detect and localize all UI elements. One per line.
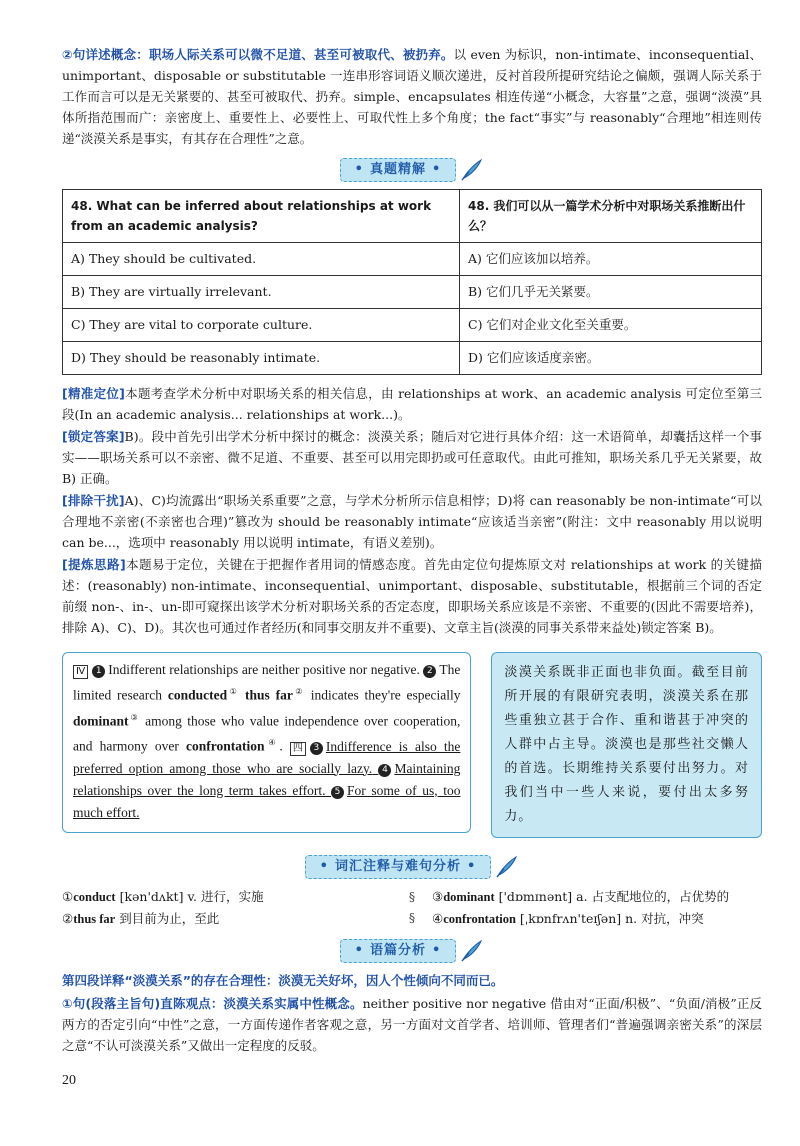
vocab-item [432,886,762,908]
sentence-number: 2 [423,665,436,678]
vocab-number: ① [62,889,74,904]
option-en: C) They are vital to corporate culture. [63,309,460,342]
tips-tag: [提炼思路] [62,557,126,572]
page-content [62,44,762,1056]
exam-banner [62,157,762,183]
vocab-phonetic: [ˌkɒnfrʌn'teɪʃən] [519,911,622,926]
analysis-tips [62,554,762,638]
vocab-term: confrontation [443,912,516,926]
vocab-definition: a. 占支配地位的，占优势的 [576,889,730,904]
sentence-2a: The limited research [73,662,461,703]
sentence-number: 1 [92,665,105,678]
answer-tag: [锁定答案] [62,429,125,444]
passage-english-box [62,652,471,833]
vocab-ref: ③ [128,712,140,722]
quill-pen-icon [458,938,484,964]
passage-banner-pill: • 语篇分析 • [340,939,457,963]
sentence-number: 3 [310,742,323,755]
option-row [63,276,762,309]
exclude-text: A)、C)均流露出“职场关系重要”之意，与学术分析所示信息相悖；D)将 can reasonably be non-intimate“可以合理地不亲密(不亲密也合理)”篡改为 should be reasonably intimate“应该适当亲密”(附注：文中 reasonably 用以说明 can be...，选项中 reasonably 用以说明 intimate，有语义差别)。 [62,493,762,550]
sentence-4: Maintaining relationships over the long term takes effort. [73,760,461,798]
spiral-divider: § § [408,889,416,925]
page-number: 20 [62,1073,76,1088]
analysis-answer [62,426,762,489]
question-en: 48. What can be inferred about relationships at work from an academic analysis? [63,190,460,243]
vocab-term: conduct [73,890,116,904]
vocab-ref: ④ [264,738,280,747]
vocab-banner-pill: • 词汇注释与难句分析 • [305,855,492,879]
intro-label: ②句详述概念：职场人际关系可以微不足道、甚至可被取代、被扔弃。 [62,47,454,62]
answer-text: B)。段中首先引出学术分析中探讨的概念：淡漠关系；随后对它进行具体介绍：这一术语简单，却囊括这样一个事实——职场关系可以不亲密、微不足道、不重要、甚至可以用完即扔或可任意取代。由此可推知，职场关系几乎无关紧要，故 B) 正确。 [62,429,762,486]
option-cn: B) 它们几乎无关紧要。 [460,276,762,309]
option-cn: C) 它们对企业文化至关重要。 [460,309,762,342]
vocab-list [62,886,762,930]
intro-paragraph [62,44,762,149]
vocab-term: dominant [443,890,495,904]
vocab-definition: v. 进行，实施 [187,889,264,904]
vocab-banner [62,854,762,880]
question-cn: 48. 我们可以从一篇学术分析中对职场关系推断出什么？ [460,190,762,243]
vocab-column-right [432,886,762,930]
analysis-exclude [62,490,762,553]
vocab-number: ③ [432,889,444,904]
passage-chinese-box: 淡漠关系既非正面也非负面。截至目前所开展的有限研究表明，淡漠关系在那些重独立甚于合作、重和谐甚于冲突的人群中占主导。淡漠也是那些社交懒人的首选。长期维持关系要付出努力。对我们当中一些人来说，要付出太多努力。 [491,652,762,838]
option-row [63,243,762,276]
vocab-banner-label: 词汇注释与难句分析 [334,859,461,874]
vocab-word: confrontation [186,738,265,754]
vocab-ref: ① [227,687,240,696]
passage-banner [62,938,762,964]
locate-tag: [精准定位] [62,386,125,401]
exclude-tag: [排除干扰] [62,493,125,508]
passage-banner-label: 语篇分析 [369,943,426,958]
vocab-phonetic: [kən'dʌkt] [119,889,184,904]
sentence-number: 5 [331,786,344,799]
option-cn: A) 它们应该加以培养。 [460,243,762,276]
passage-analysis-text: neither positive nor negative 借由对“正面/积极”、“负面/消极”正反两方的否定引向“中性”之意，一方面传递作者客观之意，另一方面对文首学者、培训师、管理者们“普遍强调亲密关系”的深层之意“不认可淡漠关系”又做出一定程度的反驳。 [62,996,763,1053]
vocab-definition: 到目前为止，至此 [119,911,220,926]
vocab-number: ④ [432,911,444,926]
vocab-item [62,886,392,908]
sentence-2c: among those who value independence over cooperation, and harmony over [73,713,461,754]
sentence-3: Indifference is also the preferred option among those who are socially lazy. [73,738,461,776]
option-en: A) They should be cultivated. [63,243,460,276]
paragraph-number: Ⅳ [73,665,88,679]
option-row [63,309,762,342]
vocab-word: dominant [73,713,129,728]
passage-analysis-body [62,993,762,1056]
option-en: D) They should be reasonably intimate. [63,342,460,375]
question-table [62,189,762,375]
tips-text: 本题易于定位，关键在于把握作者用词的情感态度。首先由定位句提炼原文对 relationships at work 的关键描述：(reasonably) non-intimate、inconsequential、unimportant、disposable、substitutable，根据前三个词的否定前缀 non-、in-、un-即可窥探出该学术分析对职场关系的否定态度，即职场关系应该是不亲密、不重要的(因此不需要培养)，排除 A)、C)、D)。其次也可通过作者经历(和同事交朋友并不重要)、文章主旨(淡漠的同事关系带来益处)锁定答案 B)。 [62,557,762,635]
sentence-2-end: . [279,738,283,754]
difficult-sentence-mark: 四 [290,742,306,756]
analysis-locate [62,383,762,425]
vocab-word: thus far [245,687,293,703]
vocab-word: conducted [167,687,228,703]
vocab-phonetic: ['dɒmɪnənt] [498,889,573,904]
option-row [63,342,762,375]
locate-text: 本题考查学术分析中对职场关系的相关信息，由 relationships at work、an academic analysis 可定位至第三段(In an academic analysis... relationships at work...)。 [62,386,762,422]
option-cn: D) 它们应该适度亲密。 [460,342,762,375]
vocab-column-left [62,886,392,930]
vocab-term: thus far [73,912,116,926]
vocab-ref: ② [292,687,305,696]
quill-pen-icon [458,157,484,183]
option-en: B) They are virtually irrelevant. [63,276,460,309]
vocab-item [432,908,762,930]
passage-analysis-label: ①句(段落主旨句)直陈观点：淡漠关系实属中性概念。 [62,996,363,1011]
sentence-2b: indicates they're especially [310,687,461,703]
quill-pen-icon [493,854,519,880]
answer-analysis [62,383,762,638]
vocab-item [62,908,392,930]
sentence-5: For some of us, too much effort. [73,782,461,820]
intro-body: 以 even 为标识，non-intimate、inconsequential、unimportant、disposable or substitutable 一连串形容词语义顺次递进，反衬首段所提研究结论之偏颇，强调人际关系于工作而言可以是无关紧要的、甚至可被取代、扔弃。simple、encapsulates 相连传递“小概念，大容量”之意，强调“淡漠”具体所指范围而广：亲密度上、重要性上、必要性上、可取代性上多个角度；the fact“事实”与 reasonably“合理地”相连则传递“淡漠关系是事实，有其存在合理性”之意。 [62,47,762,146]
vocab-definition: n. 对抗，冲突 [625,911,704,926]
question-row [63,190,762,243]
sentence-number: 4 [378,764,391,777]
sentence-1: Indifferent relationships are neither positive nor negative. [108,662,420,677]
vocab-number: ② [62,911,74,926]
passage-analysis-heading: 第四段详释“淡漠关系”的存在合理性：淡漠无关好坏，因人个性倾向不同而已。 [62,973,504,988]
exam-banner-pill: • 真题精解 • [340,158,457,182]
exam-banner-label: 真题精解 [369,162,426,177]
passage-section [62,652,762,838]
